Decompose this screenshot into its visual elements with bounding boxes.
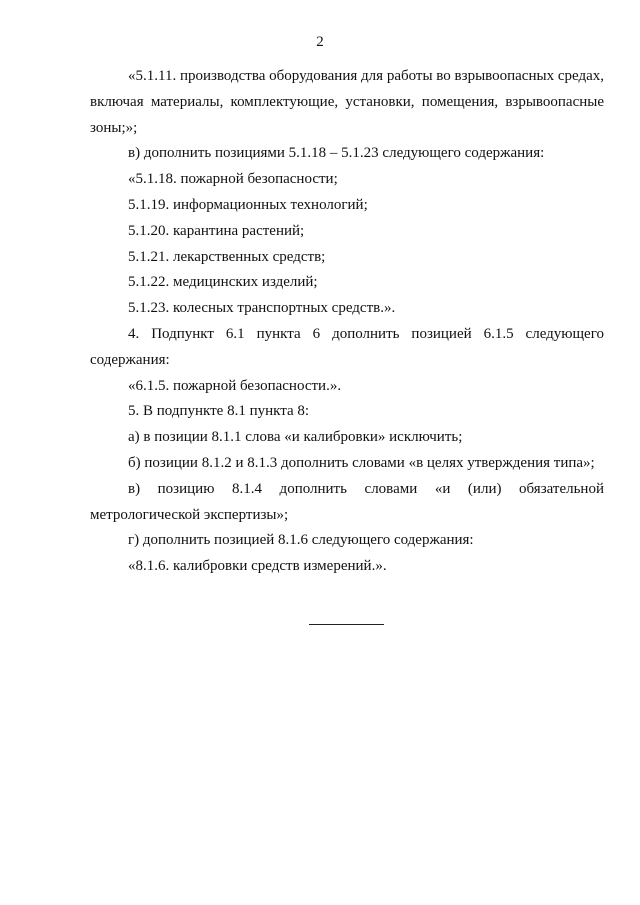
paragraph-item-5: 5. В подпункте 8.1 пункта 8:	[128, 403, 310, 420]
paragraph-5-1-22: 5.1.22. медицинских изделий;	[128, 274, 318, 291]
paragraph-5-1-21: 5.1.21. лекарственных средств;	[128, 248, 326, 265]
paragraph-5-1-18: «5.1.18. пожарной безопасности;	[128, 171, 338, 188]
end-separator-line	[309, 624, 384, 625]
paragraph-5-1-19: 5.1.19. информационных технологий;	[128, 196, 368, 213]
paragraph-subitem-v: в) позицию 8.1.4 дополнить словами «и (или) обязательной метрологической экспертизы»;	[90, 480, 604, 523]
paragraph-subitem-a: а) в позиции 8.1.1 слова «и калибровки» исключить;	[128, 429, 463, 446]
paragraph-6-1-5: «6.1.5. пожарной безопасности.».	[128, 377, 342, 394]
paragraph-subitem-b: б) позиции 8.1.2 и 8.1.3 дополнить словами «в целях утверждения типа»;	[128, 454, 595, 471]
paragraph-item-4: 4. Подпункт 6.1 пункта 6 дополнить позицией 6.1.5 следующего содержания:	[90, 325, 604, 368]
paragraph-5-1-11: «5.1.11. производства оборудования для работы во взрывоопасных средах, включая материалы, комплектующие, установки, помещения, взрывоопасные зоны;»;	[90, 68, 604, 136]
document-body	[90, 64, 604, 580]
paragraph-8-1-6: «8.1.6. калибровки средств измерений.».	[128, 558, 387, 575]
paragraph-subitem-g: г) дополнить позицией 8.1.6 следующего содержания:	[128, 532, 474, 549]
page-number: 2	[316, 34, 324, 50]
paragraph-5-1-20: 5.1.20. карантина растений;	[128, 222, 305, 239]
paragraph-add-positions: в) дополнить позициями 5.1.18 – 5.1.23 следующего содержания:	[128, 145, 545, 162]
paragraph-5-1-23: 5.1.23. колесных транспортных средств.».	[128, 300, 396, 317]
